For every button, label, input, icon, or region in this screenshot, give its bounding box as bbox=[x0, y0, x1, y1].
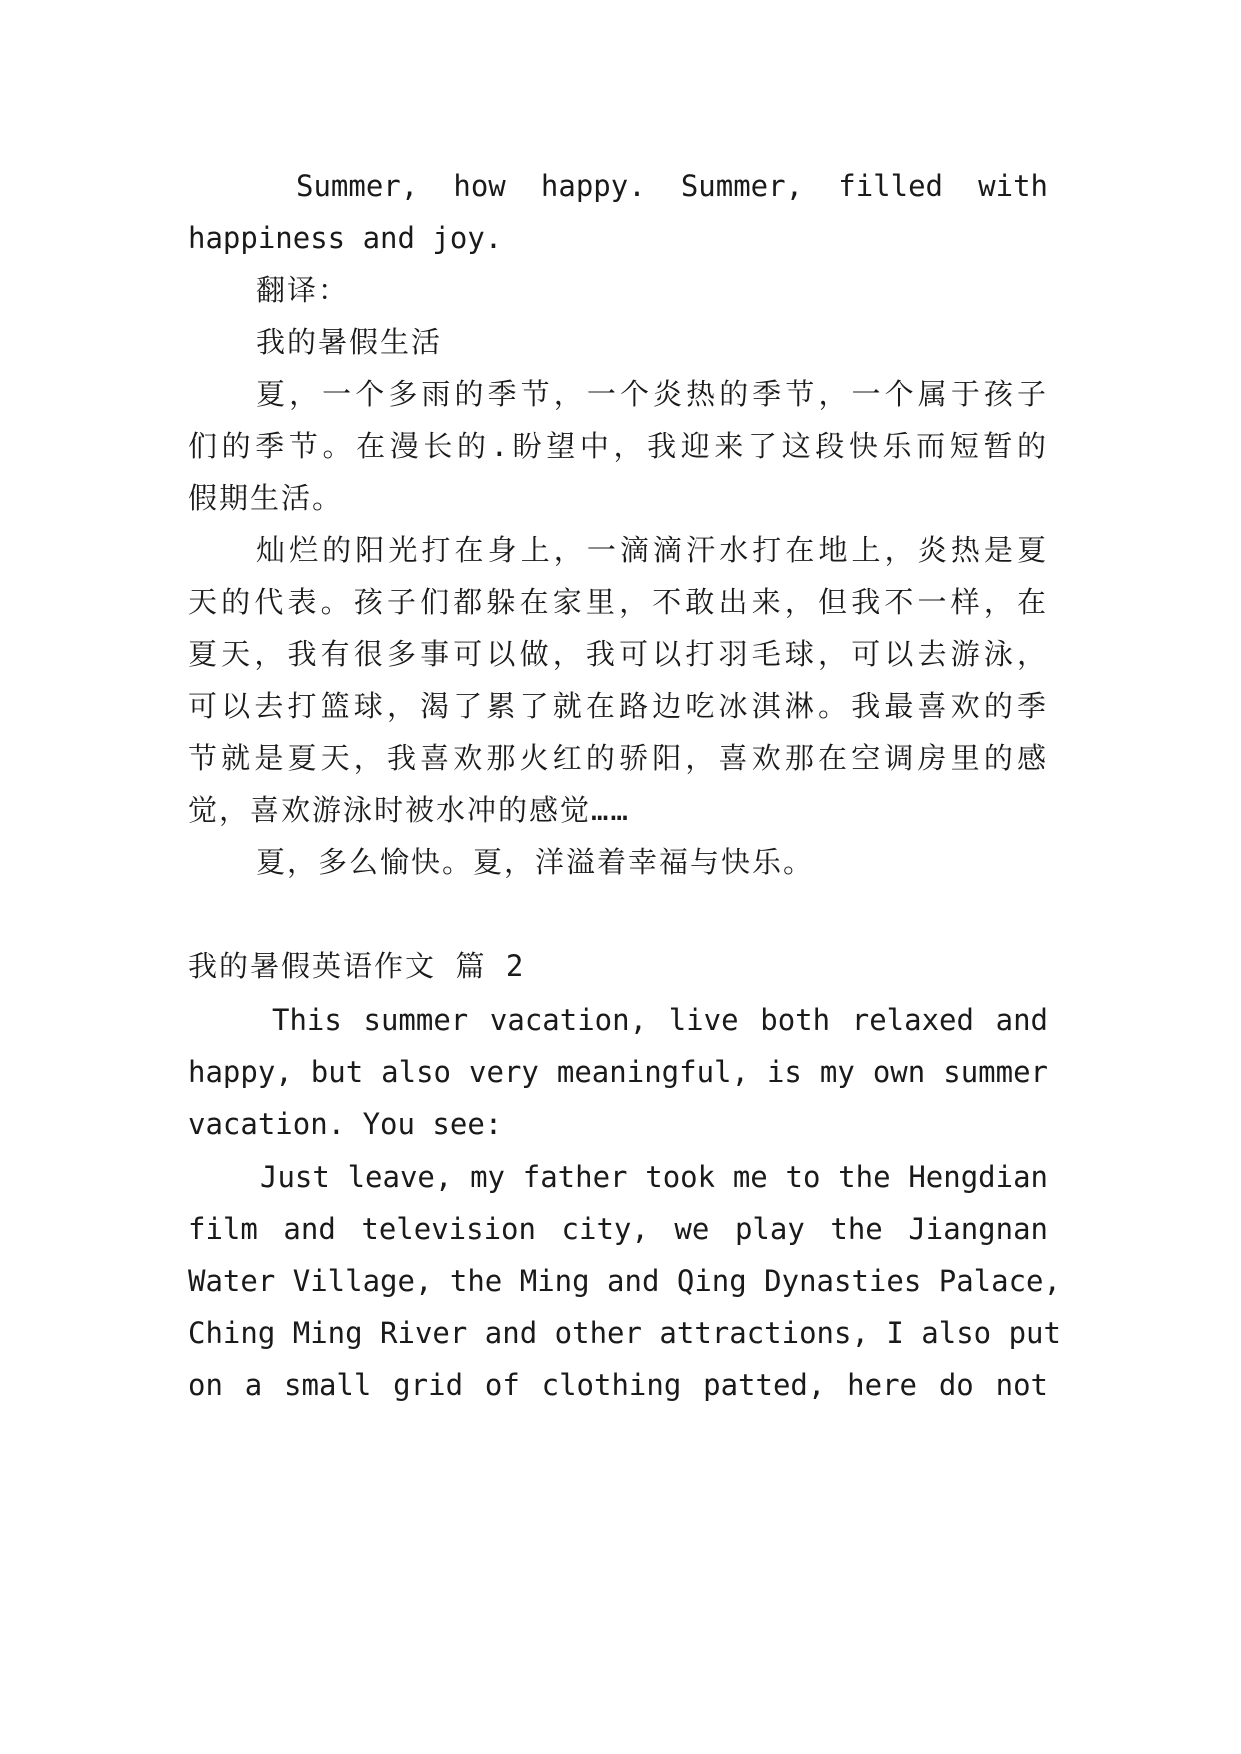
en-para1-line-3: vacation. You see: bbox=[188, 1107, 503, 1141]
cn-para2-line-1: 灿烂的阳光打在身上，一滴滴汗水打在地上，炎热是夏 bbox=[256, 533, 1048, 567]
en-para2-line-2: film and television city, we play the Jiangnan bbox=[188, 1212, 1048, 1246]
cn-para2-line-6: 觉，喜欢游泳时被水冲的感觉…… bbox=[188, 793, 630, 827]
cn-para1-line-3: 假期生活。 bbox=[188, 481, 344, 515]
en-para2-line-3: Water Village, the Ming and Qing Dynasties Palace, bbox=[188, 1264, 1061, 1298]
english-closing-line-1: Summer, how happy. Summer, filled with bbox=[296, 169, 1048, 203]
cn-para3: 夏，多么愉快。夏，洋溢着幸福与快乐。 bbox=[256, 845, 815, 879]
en-para2-line-5: on a small grid of clothing patted, here do not bbox=[188, 1368, 1048, 1402]
en-para2-line-4: Ching Ming River and other attractions, I also put bbox=[188, 1316, 1061, 1350]
translation-label: 翻译： bbox=[256, 273, 350, 307]
translation-title: 我的暑假生活 bbox=[256, 325, 443, 359]
en-para2-line-1: Just leave, my father took me to the Hengdian bbox=[260, 1160, 1048, 1194]
cn-para1-line-1: 夏，一个多雨的季节，一个炎热的季节，一个属于孩子 bbox=[256, 377, 1048, 411]
section2-heading: 我的暑假英语作文 篇 2 bbox=[188, 949, 526, 983]
cn-para1-line-2: 们的季节。在漫长的.盼望中，我迎来了这段快乐而短暂的 bbox=[188, 429, 1048, 463]
english-closing-line-2: happiness and joy. bbox=[188, 221, 503, 255]
en-para1-line-2: happy, but also very meaningful, is my own summer bbox=[188, 1055, 1048, 1089]
cn-para2-line-3: 夏天，我有很多事可以做，我可以打羽毛球，可以去游泳， bbox=[188, 637, 1048, 671]
cn-para2-line-5: 节就是夏天，我喜欢那火红的骄阳，喜欢那在空调房里的感 bbox=[188, 741, 1048, 775]
cn-para2-line-2: 天的代表。孩子们都躲在家里，不敢出来，但我不一样，在 bbox=[188, 585, 1048, 619]
cn-para2-line-4: 可以去打篮球，渴了累了就在路边吃冰淇淋。我最喜欢的季 bbox=[188, 689, 1048, 723]
en-para1-line-1: This summer vacation, live both relaxed and bbox=[272, 1003, 1048, 1037]
